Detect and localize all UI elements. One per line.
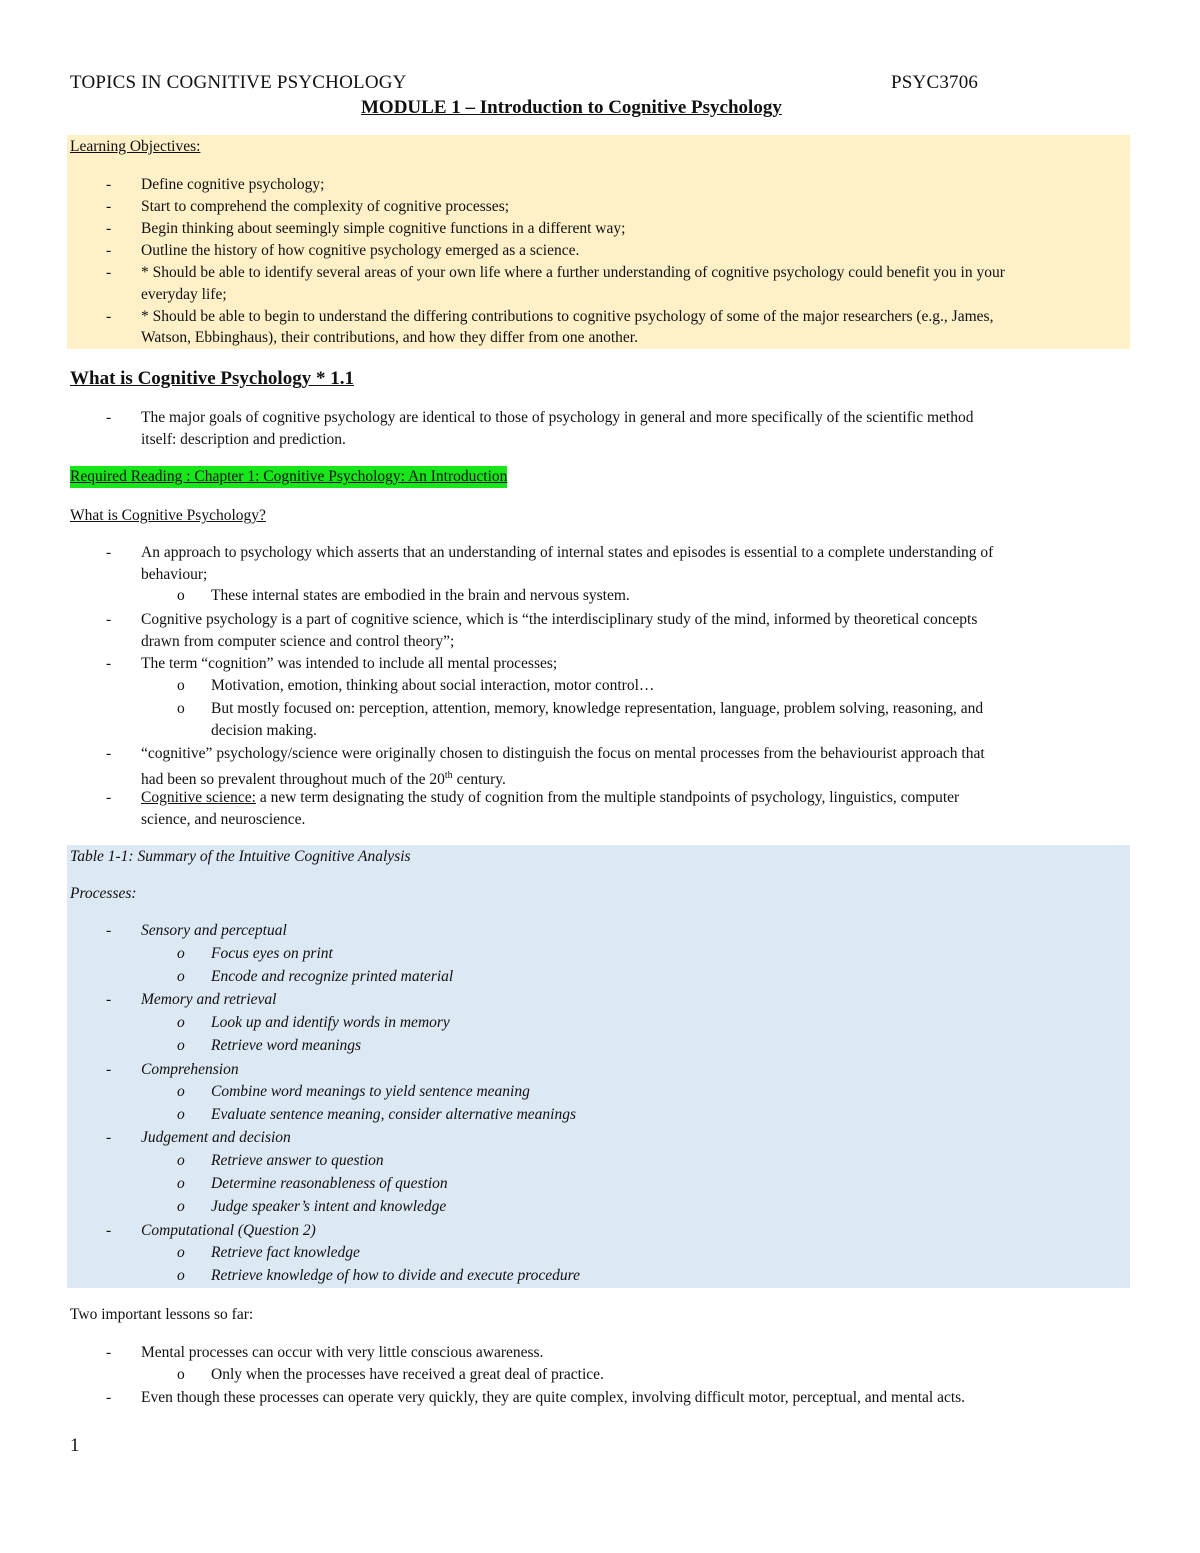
- superscript: th: [444, 770, 453, 781]
- body-line: Cognitive psychology is a part of cognitive science, which is “the interdisciplinary study of the mind, informed by theoretical concepts: [141, 611, 978, 628]
- bullet-circle: o: [177, 1244, 185, 1261]
- process-subitem: Look up and identify words in memory: [211, 1014, 450, 1031]
- body-line: Only when the processes have received a great deal of practice.: [211, 1366, 604, 1383]
- bullet-dash: -: [106, 264, 112, 281]
- bullet-dash: -: [106, 745, 112, 762]
- bullet-dash: -: [106, 789, 112, 806]
- bullet-dash: -: [106, 655, 112, 672]
- lessons-label: Two important lessons so far:: [70, 1306, 254, 1323]
- bullet-circle: o: [177, 587, 185, 604]
- body-line: science, and neuroscience.: [141, 811, 306, 828]
- body-line: The term “cognition” was intended to include all mental processes;: [141, 655, 558, 672]
- objective-item-continued: Watson, Ebbinghaus), their contributions, and how they differ from one another.: [141, 329, 638, 346]
- objective-item: Outline the history of how cognitive psychology emerged as a science.: [141, 242, 580, 259]
- bullet-dash: -: [106, 1389, 112, 1406]
- bullet-circle: o: [177, 1106, 185, 1123]
- course-code: PSYC3706: [891, 72, 979, 93]
- body-line: The major goals of cognitive psychology are identical to those of psychology in general and more specifically of the scientific method: [141, 409, 974, 426]
- body-line: itself: description and prediction.: [141, 431, 346, 448]
- objective-item: Begin thinking about seemingly simple cognitive functions in a different way;: [141, 220, 626, 237]
- process-subitem: Evaluate sentence meaning, consider alternative meanings: [211, 1106, 577, 1123]
- bullet-dash: -: [106, 1061, 112, 1078]
- objective-item-continued: everyday life;: [141, 286, 227, 303]
- bullet-dash: -: [106, 242, 112, 259]
- body-text: century.: [452, 771, 506, 789]
- bullet-dash: -: [106, 922, 112, 939]
- process-subitem: Retrieve answer to question: [211, 1152, 384, 1169]
- process-subitem: Encode and recognize printed material: [211, 968, 454, 985]
- process-subitem: Judge speaker’s intent and knowledge: [211, 1198, 447, 1215]
- body-line: Motivation, emotion, thinking about social interaction, motor control…: [211, 677, 655, 694]
- processes-label: Processes:: [70, 885, 137, 902]
- bullet-circle: o: [177, 677, 185, 694]
- process-item: Judgement and decision: [141, 1129, 291, 1146]
- bullet-circle: o: [177, 700, 185, 717]
- body-text: had been so prevalent throughout much of the 20: [141, 771, 445, 789]
- bullet-dash: -: [106, 991, 112, 1008]
- bullet-dash: -: [106, 1222, 112, 1239]
- bullet-circle: o: [177, 1152, 185, 1169]
- definition: a new term designating the study of cognition from the multiple standpoints of psychology, linguistics, computer: [255, 789, 960, 806]
- module-title: MODULE 1 – Introduction to Cognitive Psychology: [361, 97, 782, 118]
- body-line: decision making.: [211, 722, 317, 739]
- process-subitem: Determine reasonableness of question: [211, 1175, 448, 1192]
- body-line: Even though these processes can operate very quickly, they are quite complex, involving difficult motor, perceptual, and mental acts.: [141, 1389, 966, 1406]
- table-caption: Table 1-1: Summary of the Intuitive Cognitive Analysis: [70, 848, 411, 865]
- objective-item: * Should be able to identify several areas of your own life where a further understanding of cognitive psychology could benefit you in your: [141, 264, 1005, 281]
- bullet-circle: o: [177, 1198, 185, 1215]
- bullet-circle: o: [177, 945, 185, 962]
- body-line-definition: [141, 787, 959, 809]
- process-subitem: Focus eyes on print: [211, 945, 333, 962]
- bullet-dash: -: [106, 176, 112, 193]
- bullet-circle: o: [177, 1267, 185, 1284]
- bullet-dash: -: [106, 198, 112, 215]
- process-subitem: Retrieve knowledge of how to divide and execute procedure: [211, 1267, 580, 1284]
- process-item: Comprehension: [141, 1061, 239, 1078]
- process-subitem: Retrieve word meanings: [211, 1037, 362, 1054]
- objective-item: Define cognitive psychology;: [141, 176, 325, 193]
- bullet-circle: o: [177, 1175, 185, 1192]
- body-line: “cognitive” psychology/science were originally chosen to distinguish the focus on mental processes from the behaviourist approach that: [141, 745, 985, 762]
- body-line: behaviour;: [141, 566, 208, 583]
- bullet-circle: o: [177, 1083, 185, 1100]
- bullet-dash: -: [106, 220, 112, 237]
- process-item: Memory and retrieval: [141, 991, 277, 1008]
- bullet-circle: o: [177, 1037, 185, 1054]
- subheading: What is Cognitive Psychology?: [70, 507, 266, 524]
- bullet-dash: -: [106, 1344, 112, 1361]
- body-line: drawn from computer science and control theory”;: [141, 633, 455, 650]
- process-item: Computational (Question 2): [141, 1222, 316, 1239]
- process-subitem: Retrieve fact knowledge: [211, 1244, 360, 1261]
- bullet-circle: o: [177, 1014, 185, 1031]
- term: Cognitive science:: [141, 789, 256, 806]
- objective-item: * Should be able to begin to understand the differing contributions to cognitive psychology of some of the major researchers (e.g., James,: [141, 308, 994, 325]
- bullet-dash: -: [106, 308, 112, 325]
- required-reading-link[interactable]: Required Reading : Chapter 1: Cognitive Psychology: An Introduction: [70, 466, 507, 488]
- bullet-circle: o: [177, 1366, 185, 1383]
- body-line: Mental processes can occur with very little conscious awareness.: [141, 1344, 544, 1361]
- objective-item: Start to comprehend the complexity of cognitive processes;: [141, 198, 510, 215]
- bullet-dash: -: [106, 1129, 112, 1146]
- bullet-dash: -: [106, 409, 112, 426]
- objectives-label: Learning Objectives:: [70, 138, 201, 155]
- body-line: An approach to psychology which asserts that an understanding of internal states and episodes is essential to a complete understanding of: [141, 544, 994, 561]
- process-subitem: Combine word meanings to yield sentence meaning: [211, 1083, 530, 1100]
- bullet-dash: -: [106, 611, 112, 628]
- bullet-dash: -: [106, 544, 112, 561]
- page-number: 1: [70, 1435, 80, 1456]
- body-line: These internal states are embodied in the brain and nervous system.: [211, 587, 630, 604]
- section-heading: What is Cognitive Psychology * 1.1: [70, 368, 354, 389]
- body-line: But mostly focused on: perception, attention, memory, knowledge representation, language, problem solving, reasoning, and: [211, 700, 984, 717]
- course-title: TOPICS IN COGNITIVE PSYCHOLOGY: [70, 72, 407, 93]
- process-item: Sensory and perceptual: [141, 922, 287, 939]
- bullet-circle: o: [177, 968, 185, 985]
